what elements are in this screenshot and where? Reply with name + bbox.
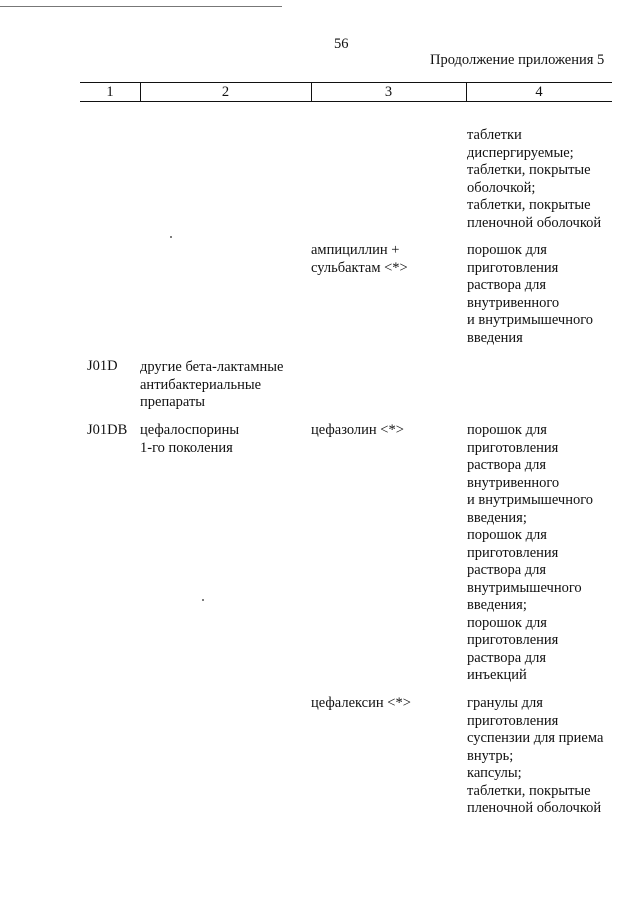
header-col-4: 4 xyxy=(535,84,543,100)
table-row-drug: цефазолин <*> xyxy=(311,422,404,438)
scan-speck xyxy=(170,236,172,238)
top-rule xyxy=(0,6,282,7)
table-row-group: другие бета-лактамные антибактериальные препараты xyxy=(140,359,284,410)
table-header-top-border xyxy=(80,82,612,83)
table-row-forms: порошок для приготовления раствора для внутривенного и внутримышечного введения; порошок для приготовления раствора для внутримышечного введения; порошок для приготовления раствора для инъекций xyxy=(467,422,594,683)
table-row-code: J01D xyxy=(87,358,118,374)
table-row-forms: порошок для приготовления раствора для внутривенного и внутримышечного введения xyxy=(467,242,594,346)
table-row-group: цефалоспорины 1-го поколения xyxy=(140,422,240,456)
table-row-code: J01DB xyxy=(87,422,128,438)
table-row-forms: таблетки диспергируемые; таблетки, покрытые оболочкой; таблетки, покрытые пленочной оболочкой xyxy=(467,127,602,231)
table-row-forms: гранулы для приготовления суспензии для приема внутрь; капсулы; таблетки, покрытые пленочной оболочкой xyxy=(467,695,604,816)
page-number: 56 xyxy=(334,36,349,52)
table-row-drug: ампициллин + сульбактам <*> xyxy=(311,242,408,276)
header-col-1: 1 xyxy=(106,84,114,100)
appendix-label: Продолжение приложения 5 xyxy=(430,52,605,68)
table-row-drug: цефалексин <*> xyxy=(311,695,411,711)
header-col-2: 2 xyxy=(221,84,230,100)
scan-speck xyxy=(202,599,204,601)
header-col-3: 3 xyxy=(384,84,393,100)
